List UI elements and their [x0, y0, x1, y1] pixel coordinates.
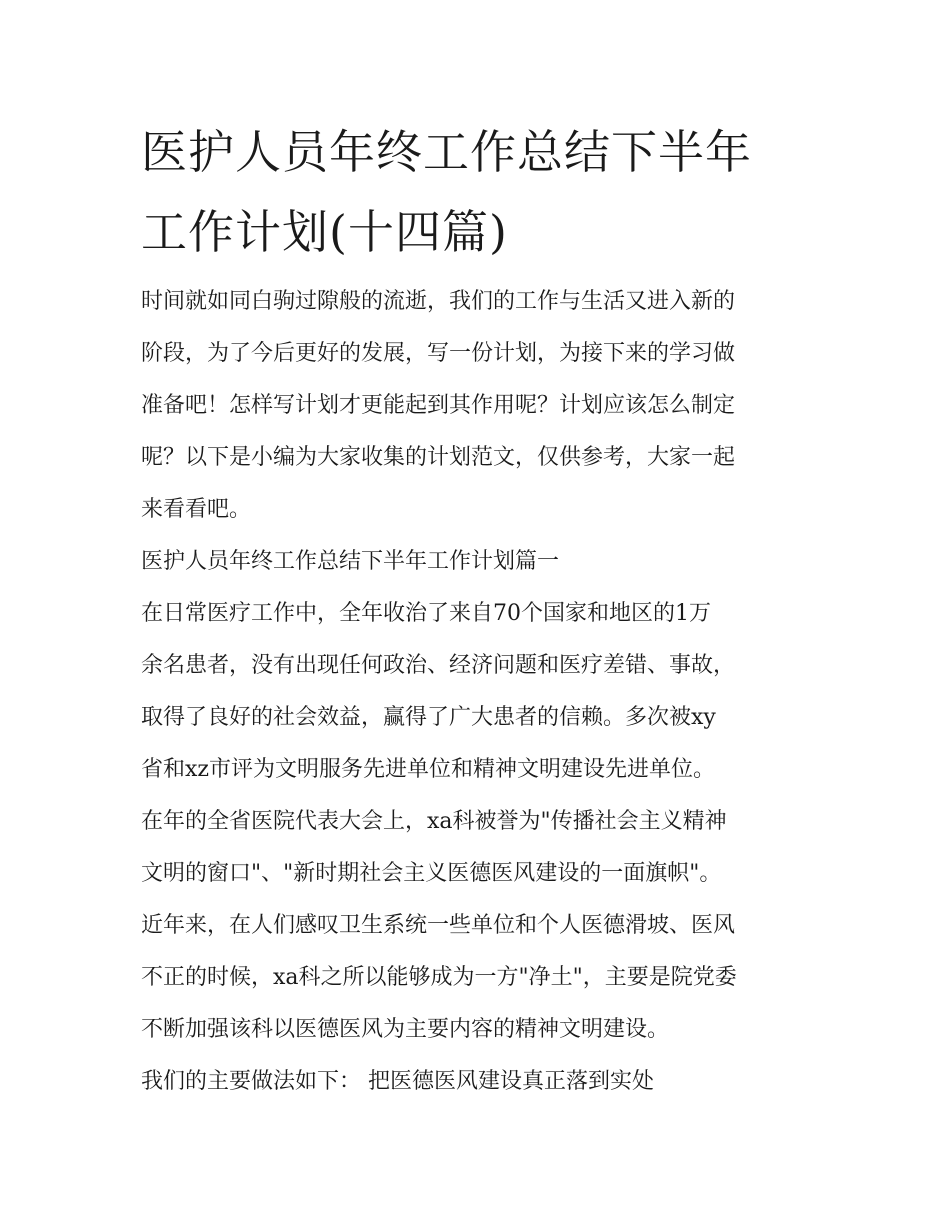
body-line: 取得了良好的社会效益，赢得了广大患者的信赖。多次被xy: [141, 705, 716, 730]
body-line: 不正的时候，xa科之所以能够成为一方"净土"，主要是院党委: [141, 965, 737, 990]
body-paragraph: [141, 588, 821, 1108]
intro-line: 来看看吧。: [141, 497, 252, 522]
intro-line: 呢？以下是小编为大家收集的计划范文，仅供参考，大家一起: [141, 445, 736, 470]
intro-line: 准备吧！怎样写计划才更能起到其作用呢？计划应该怎么制定: [141, 393, 736, 418]
body-line: 近年来，在人们感叹卫生系统一些单位和个人医德滑坡、医风: [141, 913, 736, 938]
body-line: 不断加强该科以医德医风为主要内容的精神文明建设。: [141, 1017, 670, 1042]
document-title: [141, 112, 821, 272]
intro-line: 时间就如同白驹过隙般的流逝，我们的工作与生活又进入新的: [141, 289, 736, 314]
section-heading: [141, 536, 821, 588]
section-heading-text: 医护人员年终工作总结下半年工作计划篇一: [141, 549, 560, 574]
title-line-2: 工作计划(十四篇): [141, 205, 508, 259]
body-line: 在日常医疗工作中，全年收治了来自70个国家和地区的1万: [141, 601, 711, 626]
title-line-1: 医护人员年终工作总结下半年: [141, 125, 752, 179]
body-line: 省和xz市评为文明服务先进单位和精神文明建设先进单位。: [141, 757, 715, 782]
body-line: 在年的全省医院代表大会上，xa科被誉为"传播社会主义精神: [141, 809, 727, 834]
body-line: 我们的主要做法如下： 把医德医风建设真正落到实处: [141, 1069, 654, 1094]
body-line: 余名患者，没有出现任何政治、经济问题和医疗差错、事故，: [141, 653, 736, 678]
body-line: 文明的窗口"、"新时期社会主义医德医风建设的一面旗帜"。: [141, 861, 722, 886]
document-page: [141, 112, 821, 1108]
intro-paragraph: [141, 276, 821, 536]
intro-line: 阶段，为了今后更好的发展，写一份计划，为接下来的学习做: [141, 341, 736, 366]
